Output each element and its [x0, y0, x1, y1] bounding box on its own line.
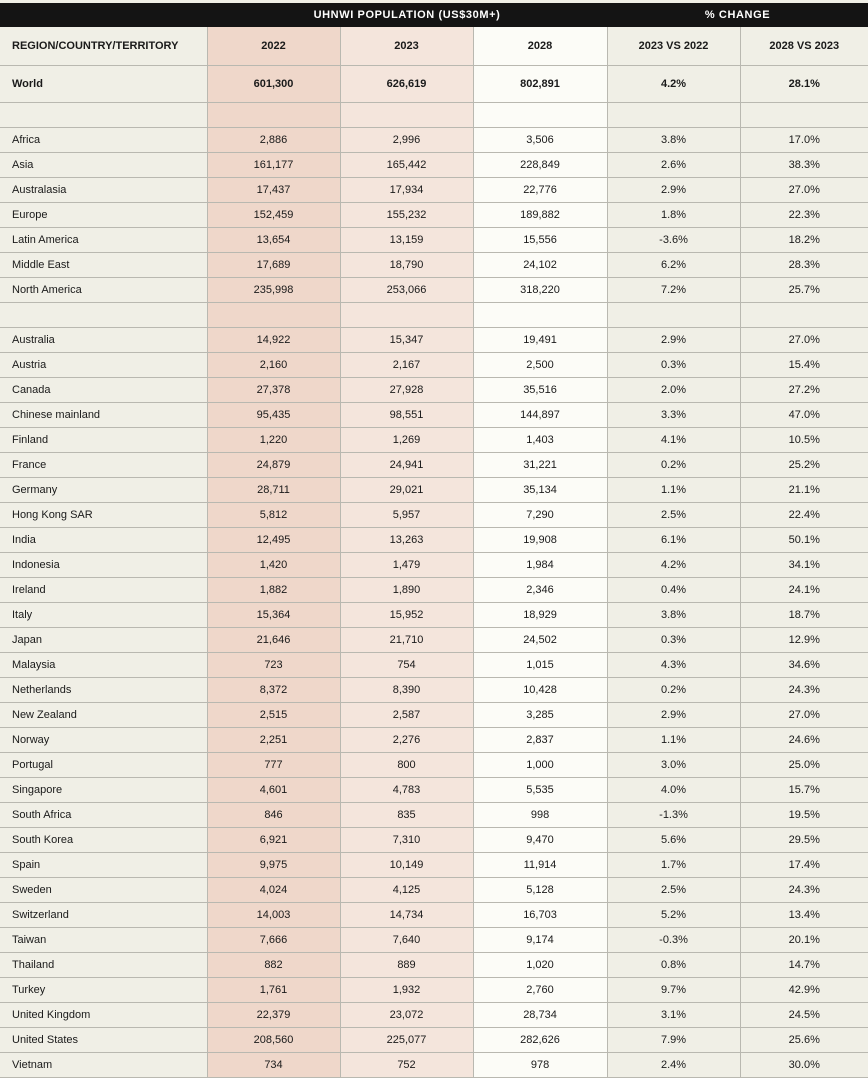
table-row-country [0, 578, 868, 603]
group-header-row [0, 3, 868, 27]
table-row-region [0, 228, 868, 253]
cell-region: Spain [0, 853, 207, 878]
cell-change-2028-vs-2023: 19.5% [740, 803, 868, 828]
cell-2022: 734 [207, 1053, 340, 1078]
cell-change-2023-vs-2022: 1.8% [607, 203, 740, 228]
cell-change-2028-vs-2023: 18.7% [740, 603, 868, 628]
cell-2028: 5,128 [473, 878, 607, 903]
cell-2023: 1,269 [340, 428, 473, 453]
spacer-cell [473, 103, 607, 128]
cell-2022: 2,160 [207, 353, 340, 378]
cell-change-2028-vs-2023: 20.1% [740, 928, 868, 953]
cell-region: Norway [0, 728, 207, 753]
column-header-region: REGION/COUNTRY/TERRITORY [0, 27, 207, 66]
cell-change-2023-vs-2022: 3.1% [607, 1003, 740, 1028]
cell-region: Middle East [0, 253, 207, 278]
cell-change-2023-vs-2022: 2.6% [607, 153, 740, 178]
cell-change-2028-vs-2023: 24.6% [740, 728, 868, 753]
cell-change-2023-vs-2022: 5.2% [607, 903, 740, 928]
cell-change-2023-vs-2022: 7.9% [607, 1028, 740, 1053]
spacer-cell [607, 103, 740, 128]
cell-2022: 1,420 [207, 553, 340, 578]
table-row-country [0, 528, 868, 553]
cell-2022: 8,372 [207, 678, 340, 703]
cell-change-2028-vs-2023: 27.2% [740, 378, 868, 403]
cell-2028: 3,506 [473, 128, 607, 153]
cell-change-2023-vs-2022: 2.5% [607, 878, 740, 903]
spacer-cell [740, 103, 868, 128]
group-header-change: % CHANGE [607, 3, 868, 27]
cell-2022: 95,435 [207, 403, 340, 428]
cell-2023: 155,232 [340, 203, 473, 228]
cell-2023: 253,066 [340, 278, 473, 303]
table-row-country [0, 978, 868, 1003]
cell-region: Portugal [0, 753, 207, 778]
cell-2023: 17,934 [340, 178, 473, 203]
table-row-country [0, 953, 868, 978]
cell-2023: 1,932 [340, 978, 473, 1003]
cell-change-2028-vs-2023: 22.3% [740, 203, 868, 228]
column-header-row [0, 27, 868, 66]
cell-2022: 7,666 [207, 928, 340, 953]
cell-2022: 17,437 [207, 178, 340, 203]
cell-2028: 2,346 [473, 578, 607, 603]
cell-2022: 4,024 [207, 878, 340, 903]
cell-change-2028-vs-2023: 24.3% [740, 878, 868, 903]
cell-change-2028-vs-2023: 25.6% [740, 1028, 868, 1053]
cell-region: Australia [0, 328, 207, 353]
cell-change-2023-vs-2022: 2.9% [607, 328, 740, 353]
table-row-country [0, 1003, 868, 1028]
cell-2023: 4,125 [340, 878, 473, 903]
cell-change-2028-vs-2023: 29.5% [740, 828, 868, 853]
cell-region: Ireland [0, 578, 207, 603]
cell-2023: 14,734 [340, 903, 473, 928]
cell-region: North America [0, 278, 207, 303]
cell-change-2028-vs-2023: 14.7% [740, 953, 868, 978]
cell-2028: 1,000 [473, 753, 607, 778]
cell-2022: 1,761 [207, 978, 340, 1003]
cell-change-2023-vs-2022: 9.7% [607, 978, 740, 1003]
cell-2023: 800 [340, 753, 473, 778]
cell-change-2023-vs-2022: 0.3% [607, 628, 740, 653]
cell-2023: 15,347 [340, 328, 473, 353]
table-row-country [0, 728, 868, 753]
spacer-cell [607, 303, 740, 328]
cell-2023: 2,587 [340, 703, 473, 728]
cell-change-2028-vs-2023: 24.3% [740, 678, 868, 703]
cell-2028: 144,897 [473, 403, 607, 428]
cell-region: India [0, 528, 207, 553]
table-row-country [0, 653, 868, 678]
cell-change-2028-vs-2023: 27.0% [740, 703, 868, 728]
cell-change-2023-vs-2022: 2.5% [607, 503, 740, 528]
cell-2023: 23,072 [340, 1003, 473, 1028]
table-row-country [0, 403, 868, 428]
cell-change-2028-vs-2023: 25.7% [740, 278, 868, 303]
cell-change-2023-vs-2022: 6.2% [607, 253, 740, 278]
cell-change-2023-vs-2022: 3.0% [607, 753, 740, 778]
cell-2028: 3,285 [473, 703, 607, 728]
cell-region: World [0, 66, 207, 103]
cell-change-2023-vs-2022: 1.1% [607, 728, 740, 753]
table-row-country [0, 478, 868, 503]
cell-change-2023-vs-2022: 1.1% [607, 478, 740, 503]
spacer-row [0, 103, 868, 128]
cell-2022: 208,560 [207, 1028, 340, 1053]
cell-2023: 13,263 [340, 528, 473, 553]
cell-change-2028-vs-2023: 34.6% [740, 653, 868, 678]
cell-2028: 1,015 [473, 653, 607, 678]
cell-2028: 19,491 [473, 328, 607, 353]
cell-region: Finland [0, 428, 207, 453]
cell-2028: 19,908 [473, 528, 607, 553]
cell-change-2023-vs-2022: -3.6% [607, 228, 740, 253]
cell-region: United States [0, 1028, 207, 1053]
cell-change-2028-vs-2023: 17.0% [740, 128, 868, 153]
cell-change-2023-vs-2022: 4.1% [607, 428, 740, 453]
table-row-region [0, 153, 868, 178]
table-row-world [0, 66, 868, 103]
cell-2028: 978 [473, 1053, 607, 1078]
spacer-cell [207, 103, 340, 128]
cell-change-2028-vs-2023: 27.0% [740, 178, 868, 203]
cell-2022: 22,379 [207, 1003, 340, 1028]
cell-2022: 152,459 [207, 203, 340, 228]
cell-change-2028-vs-2023: 42.9% [740, 978, 868, 1003]
cell-2022: 1,882 [207, 578, 340, 603]
cell-2022: 9,975 [207, 853, 340, 878]
cell-region: South Korea [0, 828, 207, 853]
cell-2022: 12,495 [207, 528, 340, 553]
cell-region: Singapore [0, 778, 207, 803]
cell-2023: 7,310 [340, 828, 473, 853]
cell-change-2023-vs-2022: 0.3% [607, 353, 740, 378]
cell-region: Germany [0, 478, 207, 503]
cell-change-2028-vs-2023: 28.3% [740, 253, 868, 278]
table-row-country [0, 778, 868, 803]
cell-2028: 35,134 [473, 478, 607, 503]
cell-change-2028-vs-2023: 18.2% [740, 228, 868, 253]
cell-2023: 15,952 [340, 603, 473, 628]
cell-2022: 235,998 [207, 278, 340, 303]
table-row-country [0, 1028, 868, 1053]
spacer-cell [0, 103, 207, 128]
cell-2028: 16,703 [473, 903, 607, 928]
table-row-country [0, 328, 868, 353]
cell-region: Netherlands [0, 678, 207, 703]
cell-change-2023-vs-2022: 2.9% [607, 178, 740, 203]
cell-region: Latin America [0, 228, 207, 253]
cell-2022: 601,300 [207, 66, 340, 103]
table-row-country [0, 903, 868, 928]
cell-region: Asia [0, 153, 207, 178]
cell-2023: 2,167 [340, 353, 473, 378]
table-row-country [0, 453, 868, 478]
cell-2022: 27,378 [207, 378, 340, 403]
cell-change-2023-vs-2022: -1.3% [607, 803, 740, 828]
cell-change-2023-vs-2022: 0.2% [607, 678, 740, 703]
cell-region: Switzerland [0, 903, 207, 928]
cell-change-2023-vs-2022: 0.2% [607, 453, 740, 478]
cell-2028: 2,837 [473, 728, 607, 753]
cell-2022: 28,711 [207, 478, 340, 503]
column-header-2022: 2022 [207, 27, 340, 66]
cell-2022: 161,177 [207, 153, 340, 178]
cell-region: Taiwan [0, 928, 207, 953]
table-row-country [0, 503, 868, 528]
cell-2023: 8,390 [340, 678, 473, 703]
cell-2023: 835 [340, 803, 473, 828]
cell-2023: 13,159 [340, 228, 473, 253]
cell-region: Turkey [0, 978, 207, 1003]
cell-2028: 282,626 [473, 1028, 607, 1053]
cell-2023: 889 [340, 953, 473, 978]
cell-2022: 14,003 [207, 903, 340, 928]
cell-2022: 723 [207, 653, 340, 678]
cell-2023: 1,890 [340, 578, 473, 603]
cell-2028: 10,428 [473, 678, 607, 703]
cell-region: Africa [0, 128, 207, 153]
cell-2023: 165,442 [340, 153, 473, 178]
cell-2028: 318,220 [473, 278, 607, 303]
cell-change-2023-vs-2022: 0.4% [607, 578, 740, 603]
cell-change-2028-vs-2023: 13.4% [740, 903, 868, 928]
cell-region: France [0, 453, 207, 478]
table-row-country [0, 878, 868, 903]
cell-change-2028-vs-2023: 47.0% [740, 403, 868, 428]
cell-change-2028-vs-2023: 15.7% [740, 778, 868, 803]
table-row-country [0, 803, 868, 828]
table-row-country [0, 428, 868, 453]
group-header-blank [0, 3, 207, 27]
cell-2028: 1,984 [473, 553, 607, 578]
cell-2022: 21,646 [207, 628, 340, 653]
cell-change-2028-vs-2023: 17.4% [740, 853, 868, 878]
table-body [0, 66, 868, 1078]
cell-2023: 24,941 [340, 453, 473, 478]
cell-region: Sweden [0, 878, 207, 903]
cell-2028: 1,403 [473, 428, 607, 453]
cell-region: New Zealand [0, 703, 207, 728]
table-row-country [0, 678, 868, 703]
cell-2028: 7,290 [473, 503, 607, 528]
cell-2028: 11,914 [473, 853, 607, 878]
cell-region: Italy [0, 603, 207, 628]
cell-2022: 4,601 [207, 778, 340, 803]
cell-change-2028-vs-2023: 27.0% [740, 328, 868, 353]
cell-2023: 2,996 [340, 128, 473, 153]
cell-region: United Kingdom [0, 1003, 207, 1028]
cell-region: Australasia [0, 178, 207, 203]
cell-change-2028-vs-2023: 34.1% [740, 553, 868, 578]
table-row-country [0, 828, 868, 853]
column-header-2023: 2023 [340, 27, 473, 66]
cell-change-2028-vs-2023: 10.5% [740, 428, 868, 453]
cell-2023: 7,640 [340, 928, 473, 953]
table-row-region [0, 203, 868, 228]
cell-2028: 15,556 [473, 228, 607, 253]
table-row-country [0, 853, 868, 878]
cell-change-2023-vs-2022: 4.2% [607, 553, 740, 578]
uhnwi-population-table [0, 3, 868, 1078]
cell-2028: 22,776 [473, 178, 607, 203]
cell-2023: 18,790 [340, 253, 473, 278]
cell-region: Malaysia [0, 653, 207, 678]
cell-2028: 24,502 [473, 628, 607, 653]
cell-2022: 1,220 [207, 428, 340, 453]
table-row-country [0, 703, 868, 728]
cell-2028: 802,891 [473, 66, 607, 103]
cell-change-2023-vs-2022: 2.0% [607, 378, 740, 403]
cell-2022: 2,251 [207, 728, 340, 753]
group-header-population: UHNWI POPULATION (US$30M+) [207, 3, 607, 27]
cell-2028: 28,734 [473, 1003, 607, 1028]
cell-2023: 754 [340, 653, 473, 678]
cell-change-2023-vs-2022: 4.2% [607, 66, 740, 103]
cell-2023: 752 [340, 1053, 473, 1078]
spacer-cell [340, 303, 473, 328]
cell-2022: 14,922 [207, 328, 340, 353]
table-row-country [0, 628, 868, 653]
cell-change-2023-vs-2022: 7.2% [607, 278, 740, 303]
cell-2023: 21,710 [340, 628, 473, 653]
cell-2028: 189,882 [473, 203, 607, 228]
spacer-cell [0, 303, 207, 328]
spacer-cell [207, 303, 340, 328]
table-row-region [0, 278, 868, 303]
table-row-region [0, 178, 868, 203]
cell-2022: 13,654 [207, 228, 340, 253]
cell-change-2028-vs-2023: 22.4% [740, 503, 868, 528]
cell-2028: 2,760 [473, 978, 607, 1003]
cell-change-2028-vs-2023: 25.2% [740, 453, 868, 478]
cell-change-2023-vs-2022: 5.6% [607, 828, 740, 853]
cell-change-2028-vs-2023: 25.0% [740, 753, 868, 778]
cell-2022: 15,364 [207, 603, 340, 628]
cell-change-2023-vs-2022: 0.8% [607, 953, 740, 978]
cell-region: Japan [0, 628, 207, 653]
cell-2023: 5,957 [340, 503, 473, 528]
cell-2023: 4,783 [340, 778, 473, 803]
cell-change-2023-vs-2022: 6.1% [607, 528, 740, 553]
cell-2023: 98,551 [340, 403, 473, 428]
column-header-2028: 2028 [473, 27, 607, 66]
cell-2023: 10,149 [340, 853, 473, 878]
cell-2023: 29,021 [340, 478, 473, 503]
cell-change-2023-vs-2022: 3.3% [607, 403, 740, 428]
column-header-change-2023-vs-2022: 2023 VS 2022 [607, 27, 740, 66]
cell-2022: 2,515 [207, 703, 340, 728]
cell-2023: 626,619 [340, 66, 473, 103]
spacer-cell [740, 303, 868, 328]
cell-2023: 27,928 [340, 378, 473, 403]
cell-2022: 777 [207, 753, 340, 778]
cell-change-2023-vs-2022: 3.8% [607, 603, 740, 628]
cell-change-2023-vs-2022: -0.3% [607, 928, 740, 953]
table-row-region [0, 253, 868, 278]
cell-change-2028-vs-2023: 15.4% [740, 353, 868, 378]
cell-change-2023-vs-2022: 2.4% [607, 1053, 740, 1078]
cell-2028: 998 [473, 803, 607, 828]
table-row-country [0, 603, 868, 628]
cell-change-2028-vs-2023: 24.1% [740, 578, 868, 603]
cell-change-2028-vs-2023: 50.1% [740, 528, 868, 553]
cell-change-2028-vs-2023: 24.5% [740, 1003, 868, 1028]
cell-2028: 9,470 [473, 828, 607, 853]
column-header-change-2028-vs-2023: 2028 VS 2023 [740, 27, 868, 66]
cell-2022: 6,921 [207, 828, 340, 853]
cell-2023: 225,077 [340, 1028, 473, 1053]
cell-2023: 1,479 [340, 553, 473, 578]
table-row-country [0, 753, 868, 778]
cell-region: Chinese mainland [0, 403, 207, 428]
cell-2022: 846 [207, 803, 340, 828]
cell-region: Thailand [0, 953, 207, 978]
cell-region: Vietnam [0, 1053, 207, 1078]
cell-2022: 17,689 [207, 253, 340, 278]
cell-change-2023-vs-2022: 1.7% [607, 853, 740, 878]
cell-2023: 2,276 [340, 728, 473, 753]
cell-2028: 5,535 [473, 778, 607, 803]
cell-2028: 24,102 [473, 253, 607, 278]
cell-region: South Africa [0, 803, 207, 828]
cell-2022: 2,886 [207, 128, 340, 153]
cell-region: Europe [0, 203, 207, 228]
cell-region: Canada [0, 378, 207, 403]
cell-2028: 228,849 [473, 153, 607, 178]
cell-2028: 35,516 [473, 378, 607, 403]
cell-change-2028-vs-2023: 38.3% [740, 153, 868, 178]
cell-change-2028-vs-2023: 28.1% [740, 66, 868, 103]
table-row-country [0, 378, 868, 403]
cell-2022: 882 [207, 953, 340, 978]
table-row-country [0, 353, 868, 378]
table-row-region [0, 128, 868, 153]
cell-2022: 24,879 [207, 453, 340, 478]
cell-2028: 31,221 [473, 453, 607, 478]
cell-2028: 2,500 [473, 353, 607, 378]
spacer-cell [473, 303, 607, 328]
cell-2028: 18,929 [473, 603, 607, 628]
cell-change-2023-vs-2022: 3.8% [607, 128, 740, 153]
table-row-country [0, 553, 868, 578]
cell-change-2028-vs-2023: 21.1% [740, 478, 868, 503]
cell-region: Austria [0, 353, 207, 378]
table-row-country [0, 1053, 868, 1078]
spacer-cell [340, 103, 473, 128]
cell-region: Hong Kong SAR [0, 503, 207, 528]
cell-2022: 5,812 [207, 503, 340, 528]
cell-region: Indonesia [0, 553, 207, 578]
cell-change-2028-vs-2023: 30.0% [740, 1053, 868, 1078]
cell-change-2028-vs-2023: 12.9% [740, 628, 868, 653]
cell-2028: 1,020 [473, 953, 607, 978]
cell-change-2023-vs-2022: 4.3% [607, 653, 740, 678]
spacer-row [0, 303, 868, 328]
cell-2028: 9,174 [473, 928, 607, 953]
cell-change-2023-vs-2022: 2.9% [607, 703, 740, 728]
cell-change-2023-vs-2022: 4.0% [607, 778, 740, 803]
table-row-country [0, 928, 868, 953]
